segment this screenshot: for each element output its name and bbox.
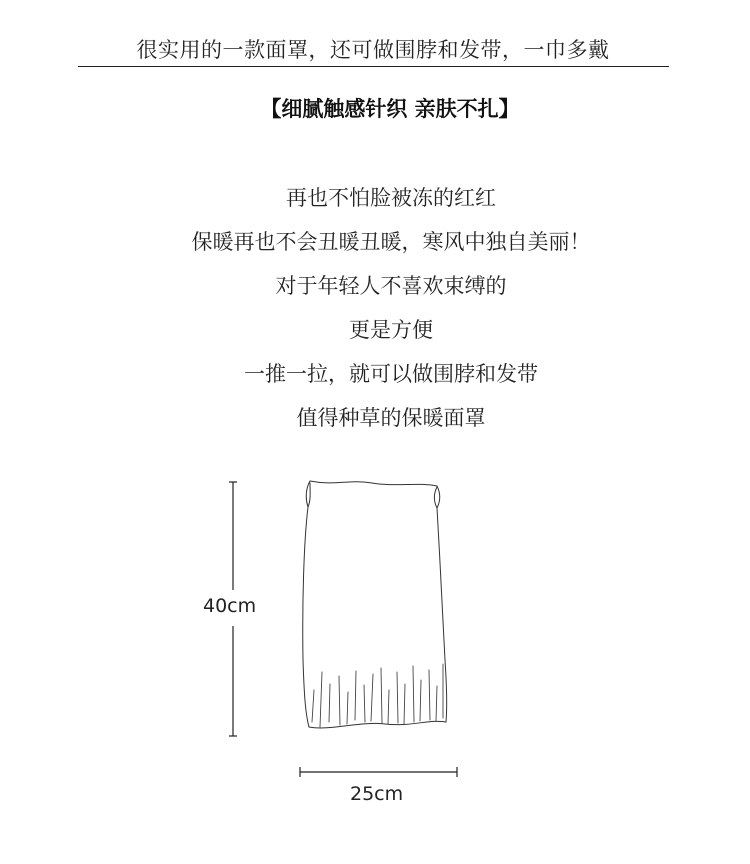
description-line: 一推一拉，就可以做围脖和发带 xyxy=(244,362,538,386)
height-label: 40cm xyxy=(203,595,257,617)
mask-right-fold xyxy=(434,487,437,508)
description-line: 更是方便 xyxy=(349,318,433,342)
feature-tag: 【细腻触感针织 亲肤不扎】 xyxy=(260,97,520,121)
headline: 很实用的一款面罩，还可做围脖和发带，一巾多戴 xyxy=(136,38,610,62)
description-line: 对于年轻人不喜欢束缚的 xyxy=(275,274,507,298)
description-line: 保暖再也不会丑暖丑暖，寒风中独自美丽！ xyxy=(191,230,591,254)
mask-left-fold xyxy=(308,483,310,507)
width-dimension-line xyxy=(300,767,457,777)
mask-rib-lines xyxy=(312,664,443,727)
description-line: 值得种草的保暖面罩 xyxy=(296,406,486,430)
mask-bottom-edge xyxy=(309,721,446,728)
mask-sketch xyxy=(303,481,447,728)
mask-right-edge xyxy=(437,486,447,722)
width-label: 25cm xyxy=(350,783,404,805)
description-line: 再也不怕脸被冻的红红 xyxy=(286,186,496,210)
mask-top-edge xyxy=(310,481,437,486)
mask-left-edge xyxy=(303,481,310,727)
